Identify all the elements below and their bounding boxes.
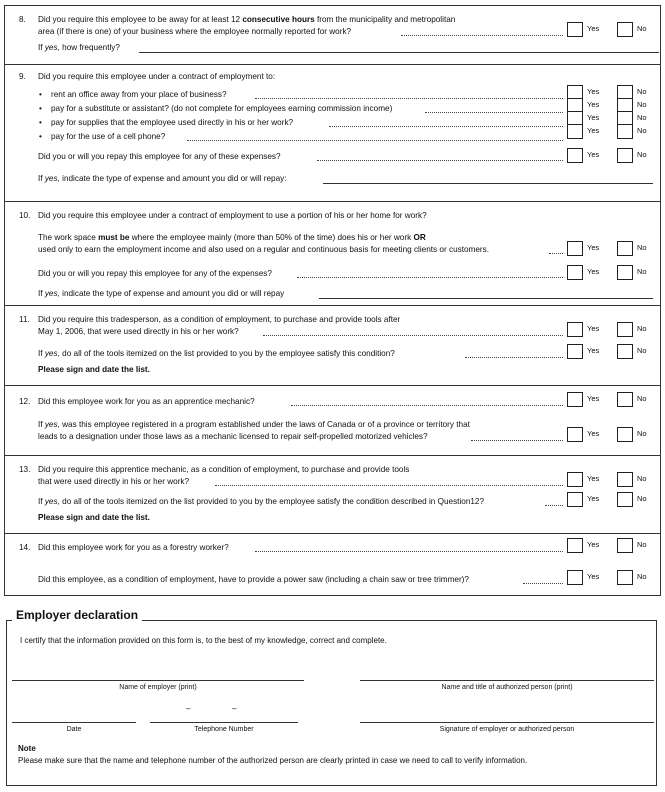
- no-label: No: [637, 24, 647, 33]
- q13-list-no-checkbox[interactable]: [617, 492, 633, 507]
- yes-label: Yes: [587, 24, 600, 33]
- leader-dots: [545, 505, 563, 506]
- no-label: No: [637, 243, 647, 252]
- q9-cell-phone-yes-checkbox[interactable]: [567, 124, 583, 139]
- authorized-person-label: Name and title of authorized person (print): [441, 684, 573, 691]
- followup-label: If yes, indicate the type of expense and amount you did or will repay: [38, 289, 285, 298]
- q11-tools-yes-checkbox[interactable]: [567, 322, 583, 337]
- question-13-section: [4, 456, 661, 534]
- employer-name-label: Name of employer (print): [119, 684, 197, 691]
- q14-power-saw-yes-checkbox[interactable]: [567, 570, 583, 585]
- q11-tools-no-checkbox[interactable]: [617, 322, 633, 337]
- question-text: Did you require this tradesperson, as a condition of employment, to purchase and provide tools after: [38, 315, 401, 324]
- leader-dots: [425, 112, 563, 113]
- followup-label: If yes, indicate the type of expense and amount you did or will repay:: [38, 174, 287, 183]
- question-number: 14.: [19, 543, 31, 552]
- no-label: No: [637, 324, 647, 333]
- no-label: No: [637, 267, 647, 276]
- leader-dots: [263, 335, 563, 336]
- leader-dots: [255, 551, 563, 552]
- question-9-section: [4, 65, 661, 202]
- question-text: Did you require this employee under a contract of employment to use a portion of his or her home for work?: [38, 211, 427, 220]
- authorized-person-field[interactable]: [360, 680, 654, 681]
- q8-yes-checkbox[interactable]: [567, 22, 583, 37]
- question-12-section: [4, 386, 661, 456]
- q10-repay-yes-checkbox[interactable]: [567, 265, 583, 280]
- question-text: Did this employee, as a condition of employment, have to provide a power saw (including a chain saw or tree trimmer)?: [38, 575, 469, 584]
- followup-label: If yes, do all of the tools itemized on the list provided to you by the employee satisfy the condition described in Question12?: [38, 497, 485, 506]
- leader-dots: [297, 277, 563, 278]
- yes-label: Yes: [587, 346, 600, 355]
- q8-frequency-field[interactable]: [139, 52, 659, 53]
- question-text: May 1, 2006, that were used directly in his or her work?: [38, 327, 239, 336]
- phone-separator: –: [186, 704, 191, 713]
- leader-dots: [291, 405, 563, 406]
- leader-dots: [317, 160, 563, 161]
- leader-dots: [523, 583, 563, 584]
- work-space-text: The work space must be where the employee mainly (more than 50% of the time) does his or her work OR: [38, 233, 426, 242]
- leader-dots: [329, 126, 563, 127]
- question-number: 11.: [19, 315, 30, 324]
- question-number: 10.: [19, 211, 31, 220]
- q8-no-checkbox[interactable]: [617, 22, 633, 37]
- q14-forestry-no-checkbox[interactable]: [617, 538, 633, 553]
- yes-label: Yes: [587, 540, 600, 549]
- q10-home-no-checkbox[interactable]: [617, 241, 633, 256]
- note-title: Note: [18, 744, 36, 753]
- question-text: Did this employee work for you as an apprentice mechanic?: [38, 397, 255, 406]
- certify-text: I certify that the information provided on this form is, to the best of my knowledge, correct and complete.: [20, 636, 387, 645]
- yes-label: Yes: [587, 324, 600, 333]
- no-label: No: [637, 87, 647, 96]
- q9-rent-office-no-checkbox[interactable]: [617, 85, 633, 99]
- question-number: 12.: [19, 397, 31, 406]
- question-text: Did this employee work for you as a forestry worker?: [38, 543, 229, 552]
- signature-label: Signature of employer or authorized person: [439, 726, 575, 733]
- followup-label: If yes, was this employee registered in a program established under the laws of Canada or of a province or territory that: [38, 420, 470, 429]
- yes-label: Yes: [587, 394, 600, 403]
- q11-list-yes-checkbox[interactable]: [567, 344, 583, 359]
- yes-label: Yes: [587, 113, 600, 122]
- question-8-section: [4, 5, 661, 65]
- phone-separator: –: [232, 704, 237, 713]
- q12-apprentice-yes-checkbox[interactable]: [567, 392, 583, 407]
- leader-dots: [187, 140, 563, 141]
- declaration-title: Employer declaration: [12, 607, 142, 623]
- question-text: that were used directly in his or her work?: [38, 477, 190, 486]
- no-label: No: [637, 394, 647, 403]
- q11-list-no-checkbox[interactable]: [617, 344, 633, 359]
- question-number: 9.: [19, 72, 26, 81]
- q10-expense-field[interactable]: [319, 298, 653, 299]
- leader-dots: [215, 485, 563, 486]
- yes-label: Yes: [587, 267, 600, 276]
- q9-supplies-yes-checkbox[interactable]: [567, 111, 583, 125]
- bullet-icon: •: [39, 90, 42, 99]
- q10-home-yes-checkbox[interactable]: [567, 241, 583, 256]
- yes-label: Yes: [587, 494, 600, 503]
- leader-dots: [465, 357, 563, 358]
- q9-substitute-yes-checkbox[interactable]: [567, 98, 583, 112]
- q9-repay-no-checkbox[interactable]: [617, 148, 633, 163]
- bullet-icon: •: [39, 132, 42, 141]
- note-text: Please make sure that the name and telephone number of the authorized person are clearly printed in case we need to call to verify information.: [18, 756, 528, 765]
- q9-rent-office-yes-checkbox[interactable]: [567, 85, 583, 99]
- no-label: No: [637, 494, 647, 503]
- leader-dots: [255, 98, 563, 99]
- telephone-label: Telephone Number: [194, 726, 254, 733]
- no-label: No: [637, 126, 647, 135]
- question-number: 13.: [19, 465, 31, 474]
- yes-label: Yes: [587, 474, 600, 483]
- bullet-icon: •: [39, 104, 42, 113]
- q13-tools-no-checkbox[interactable]: [617, 472, 633, 487]
- q12-registered-yes-checkbox[interactable]: [567, 427, 583, 442]
- leader-dots: [401, 35, 563, 36]
- sign-instruction: Please sign and date the list.: [38, 365, 150, 374]
- item-text: pay for the use of a cell phone?: [51, 132, 166, 141]
- followup-label: If yes, how frequently?: [38, 43, 120, 52]
- no-label: No: [637, 113, 647, 122]
- no-label: No: [637, 100, 647, 109]
- leader-dots: [471, 440, 563, 441]
- q9-cell-phone-no-checkbox[interactable]: [617, 124, 633, 139]
- question-11-section: [4, 306, 661, 386]
- yes-label: Yes: [587, 150, 600, 159]
- no-label: No: [637, 346, 647, 355]
- question-14-section: [4, 534, 661, 596]
- question-10-section: [4, 202, 661, 306]
- yes-label: Yes: [587, 572, 600, 581]
- no-label: No: [637, 150, 647, 159]
- q10-repay-no-checkbox[interactable]: [617, 265, 633, 280]
- bullet-icon: •: [39, 118, 42, 127]
- q9-substitute-no-checkbox[interactable]: [617, 98, 633, 112]
- date-label: Date: [66, 726, 82, 733]
- question-text: Did you or will you repay this employee for any of the expenses?: [38, 269, 272, 278]
- no-label: No: [637, 474, 647, 483]
- no-label: No: [637, 540, 647, 549]
- followup-label: leads to a designation under those laws as a mechanic licensed to repair self-propelled motorized vehicles?: [38, 432, 428, 441]
- q9-supplies-no-checkbox[interactable]: [617, 111, 633, 125]
- sign-instruction: Please sign and date the list.: [38, 513, 150, 522]
- signature-field[interactable]: [360, 722, 654, 723]
- yes-label: Yes: [587, 429, 600, 438]
- telephone-field[interactable]: [150, 722, 298, 723]
- q14-power-saw-no-checkbox[interactable]: [617, 570, 633, 585]
- q13-list-yes-checkbox[interactable]: [567, 492, 583, 507]
- q9-expense-field[interactable]: [323, 183, 653, 184]
- item-text: pay for a substitute or assistant? (do not complete for employees earning commission income): [51, 104, 393, 113]
- yes-label: Yes: [587, 126, 600, 135]
- date-field[interactable]: [12, 722, 136, 723]
- no-label: No: [637, 572, 647, 581]
- question-text: Did you or will you repay this employee for any of these expenses?: [38, 152, 281, 161]
- no-label: No: [637, 429, 647, 438]
- question-text: Did you require this apprentice mechanic, as a condition of employment, to purchase and provide tools: [38, 465, 410, 474]
- question-text: area (if there is one) of your business where the employee normally reported for work?: [38, 27, 352, 36]
- q13-tools-yes-checkbox[interactable]: [567, 472, 583, 487]
- question-number: 8.: [19, 15, 26, 24]
- item-text: pay for supplies that the employee used directly in his or her work?: [51, 118, 294, 127]
- item-text: rent an office away from your place of business?: [51, 90, 227, 99]
- yes-label: Yes: [587, 87, 600, 96]
- question-text: Did you require this employee under a contract of employment to:: [38, 72, 276, 81]
- q12-apprentice-no-checkbox[interactable]: [617, 392, 633, 407]
- work-space-text: used only to earn the employment income and also used on a regular and continuous basis for meeting clients or customers.: [38, 245, 490, 254]
- yes-label: Yes: [587, 243, 600, 252]
- q12-registered-no-checkbox[interactable]: [617, 427, 633, 442]
- question-text: Did you require this employee to be away for at least 12 consecutive hours from the municipality and metropolitan: [38, 15, 456, 24]
- followup-label: If yes, do all of the tools itemized on the list provided to you by the employee satisfy this condition?: [38, 349, 395, 358]
- leader-dots: [549, 253, 563, 254]
- q14-forestry-yes-checkbox[interactable]: [567, 538, 583, 553]
- q9-repay-yes-checkbox[interactable]: [567, 148, 583, 163]
- employer-name-field[interactable]: [12, 680, 304, 681]
- yes-label: Yes: [587, 100, 600, 109]
